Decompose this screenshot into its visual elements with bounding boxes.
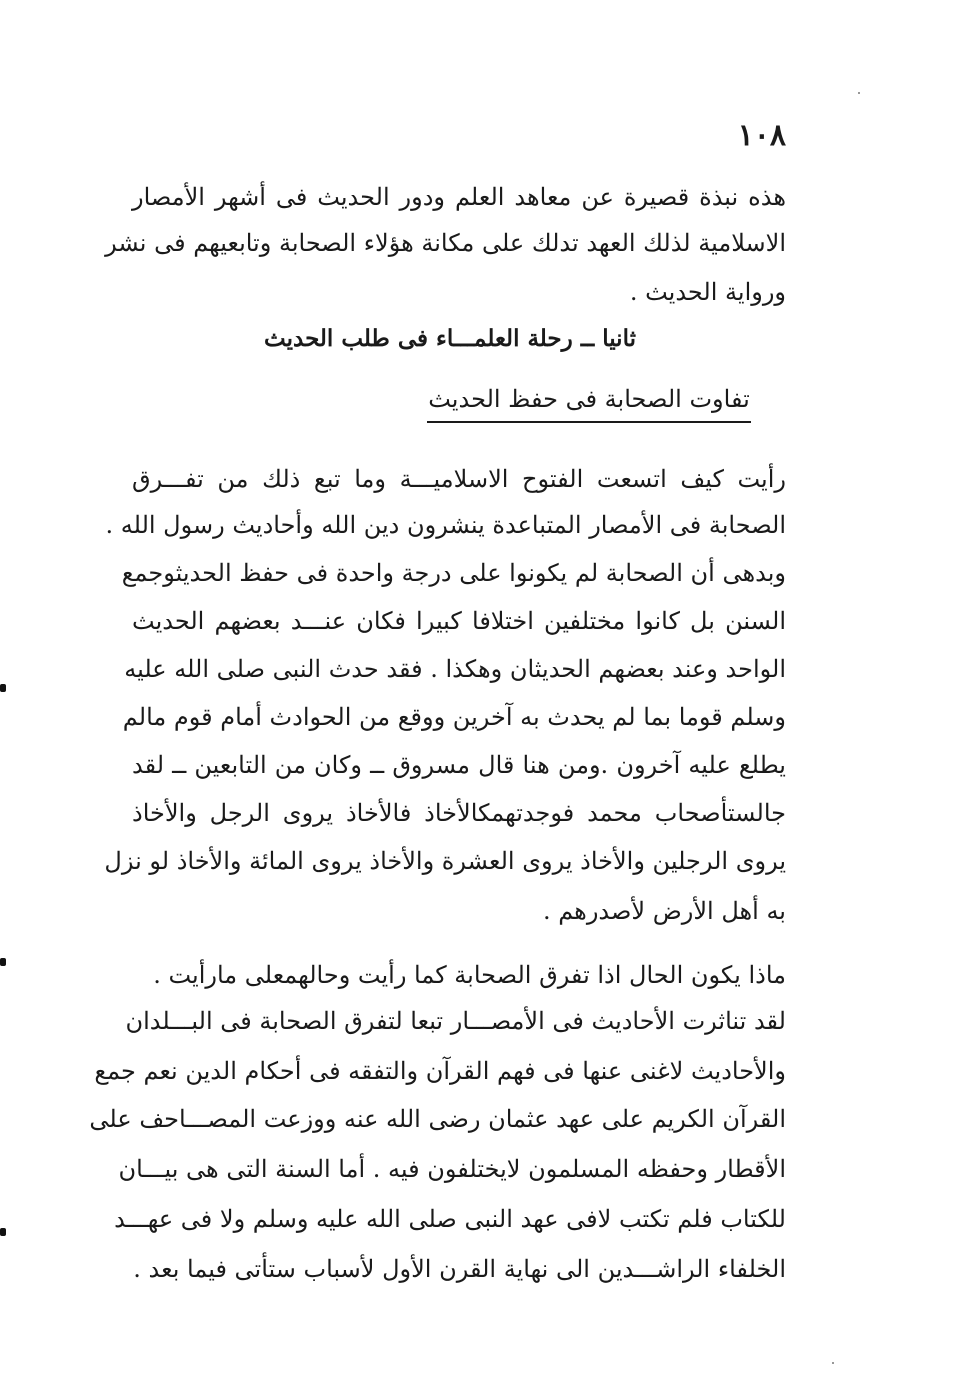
- intro-line: هذه نبذة قصيرة عن معاهد العلم ودور الحديث فى أشهر الأمصار: [132, 183, 786, 211]
- paragraph-1: [104, 454, 786, 944]
- section-heading: ثانيا ــ رحلة العلمـــاء فى طلب الحديث: [264, 325, 636, 352]
- paragraph-line: القرآن الكريم على عهد عثمان رضى الله عنه ووزعت المصـــاحف على: [89, 1105, 786, 1133]
- paragraph-line: للكتاب فلم تكتب لافى عهد النبى صلى الله عليه وسلم ولا فى عهـــد: [114, 1205, 786, 1233]
- paragraph-line: الصحابة فى الأمصار المتباعدة ينشرون دين الله وأحاديث رسول الله .: [105, 511, 786, 539]
- paragraph-line: والأحاديث لاغنى عنها فى فهم القرآن والتفقه فى أحكام الدين نعم جمع: [94, 1057, 786, 1085]
- scan-speck: [858, 92, 860, 94]
- paragraph-line: به أهل الأرض لأصدرهم .: [542, 897, 786, 925]
- paragraph-line: رأيت كيف اتسعت الفتوح الاسلاميـــة وما تبع ذلك من تفـــرق: [132, 465, 786, 493]
- paragraph-2: [89, 950, 786, 1290]
- intro-line: ورواية الحديث .: [629, 278, 786, 306]
- paragraph-line: يروى الرجلين والأخاذ يروى العشرة والأخاذ يروى المائة والأخاذ لو نزل: [104, 847, 786, 875]
- paragraph-line: لقد تناثرت الأحاديث فى الأمصـــار تبعا لتفرق الصحابة فى البـــلدان: [125, 1007, 786, 1035]
- scan-mark: [0, 1228, 6, 1236]
- paragraph-line: الأقطار وحفظه المسلمون لايختلفون فيه . أما السنة التى هى بيـــان: [118, 1155, 786, 1183]
- paragraph-line: يطلع عليه آخرون .ومن هنا قال مسروق ــ وكان من التابعين ــ لقد: [132, 751, 786, 779]
- scan-mark: [0, 684, 6, 692]
- paragraph-line: الواحد وعند بعضهم الحديثان وهكذا . فقد حدث النبى صلى الله عليه: [124, 655, 786, 683]
- intro-paragraph: [105, 172, 786, 322]
- paragraph-line: وبدهى أن الصحابة لم يكونوا على درجة واحدة فى حفظ الحديثوجمع: [121, 559, 786, 587]
- intro-line: الاسلامية لذلك العهد تدلك على مكانة هؤلاء الصحابة وتابعيهم فى نشر: [105, 229, 786, 257]
- paragraph-line: جالستأصحاب محمد فوجدتهمكالأخاذ فالأخاذ يروى الرجل والأخاذ: [132, 799, 786, 827]
- paragraph-line: الخلفاء الراشـــدين الى نهاية القرن الأول لأسباب ستأتى فيما بعد .: [133, 1255, 786, 1283]
- scan-speck: [832, 1362, 834, 1364]
- paragraph-line: السنن بل كانوا مختلفين اختلافا كبيرا فكان عنـــد بعضهم الحديث: [132, 607, 786, 635]
- scan-mark: [0, 958, 6, 966]
- paragraph-line: ماذا يكون الحال اذا تفرق الصحابة كما رأيت وحالهمعلى مارأيت .: [153, 961, 786, 989]
- paragraph-line: وسلم قوما بما لم يحدث به آخرين ووقع من الحوادث أمام قوم مالم: [122, 703, 786, 731]
- page-number: ١٠٨: [737, 118, 786, 153]
- sub-heading: تفاوت الصحابة فى حفظ الحديث: [427, 385, 751, 423]
